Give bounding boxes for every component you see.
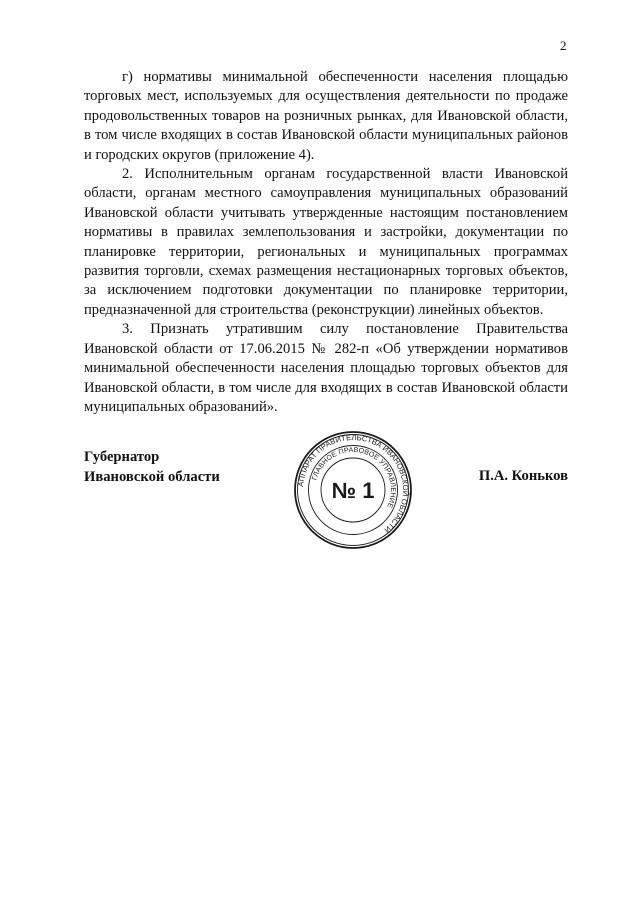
- paragraph-3: 3. Признать утратившим силу постановление Правительства Ивановской области от 17.06.2015 № 282-п «Об утверждении нормативов минимальной обеспеченности населения площадью торговых объектов для Ивановской области, в том числе для входящих в состав Ивановской области муниципальных образований».: [84, 321, 568, 415]
- paragraph-item-g: г) нормативы минимальной обеспеченности населения площадью торговых мест, используемых для осуществления деятельности по продаже продовольственных товаров на розничных рынках, для Ивановской области, в том числе входящих в состав Ивановской области муниципальных районов и городских округов (приложение 4).: [84, 69, 568, 163]
- page-number: 2: [560, 38, 567, 53]
- seal-graphic: [293, 430, 413, 550]
- paragraph-2: 2. Исполнительным органам государственной власти Ивановской области, органам местного самоуправления муниципальных образований Ивановской области учитывать утвержденные настоящим постановлением нормативы в правилах землепользования и застройки, документации по планировке территории, региональных и муниципальных программах развития торговли, схемах размещения нестационарных торговых объектов, за исключением подготовки документации по планировке территории, предназначенной для строительства (реконструкции) линейных объектов.: [84, 166, 568, 318]
- seal-center-text: № 1: [331, 478, 375, 503]
- signatory-position: [84, 448, 220, 487]
- signatory-position-line2: Ивановской области: [84, 468, 220, 485]
- signatory-name: П.А. Коньков: [478, 468, 568, 484]
- seal-outer-text: АППАРАТ ПРАВИТЕЛЬСТВА ИВАНОВСКОЙ ОБЛАСТИ: [296, 432, 411, 535]
- official-seal: [293, 430, 413, 550]
- seal-inner-text: ГЛАВНОЕ ПРАВОВОЕ УПРАВЛЕНИЕ: [311, 446, 397, 509]
- signatory-position-line1: Губернатор: [84, 449, 160, 465]
- document-body: [84, 68, 568, 417]
